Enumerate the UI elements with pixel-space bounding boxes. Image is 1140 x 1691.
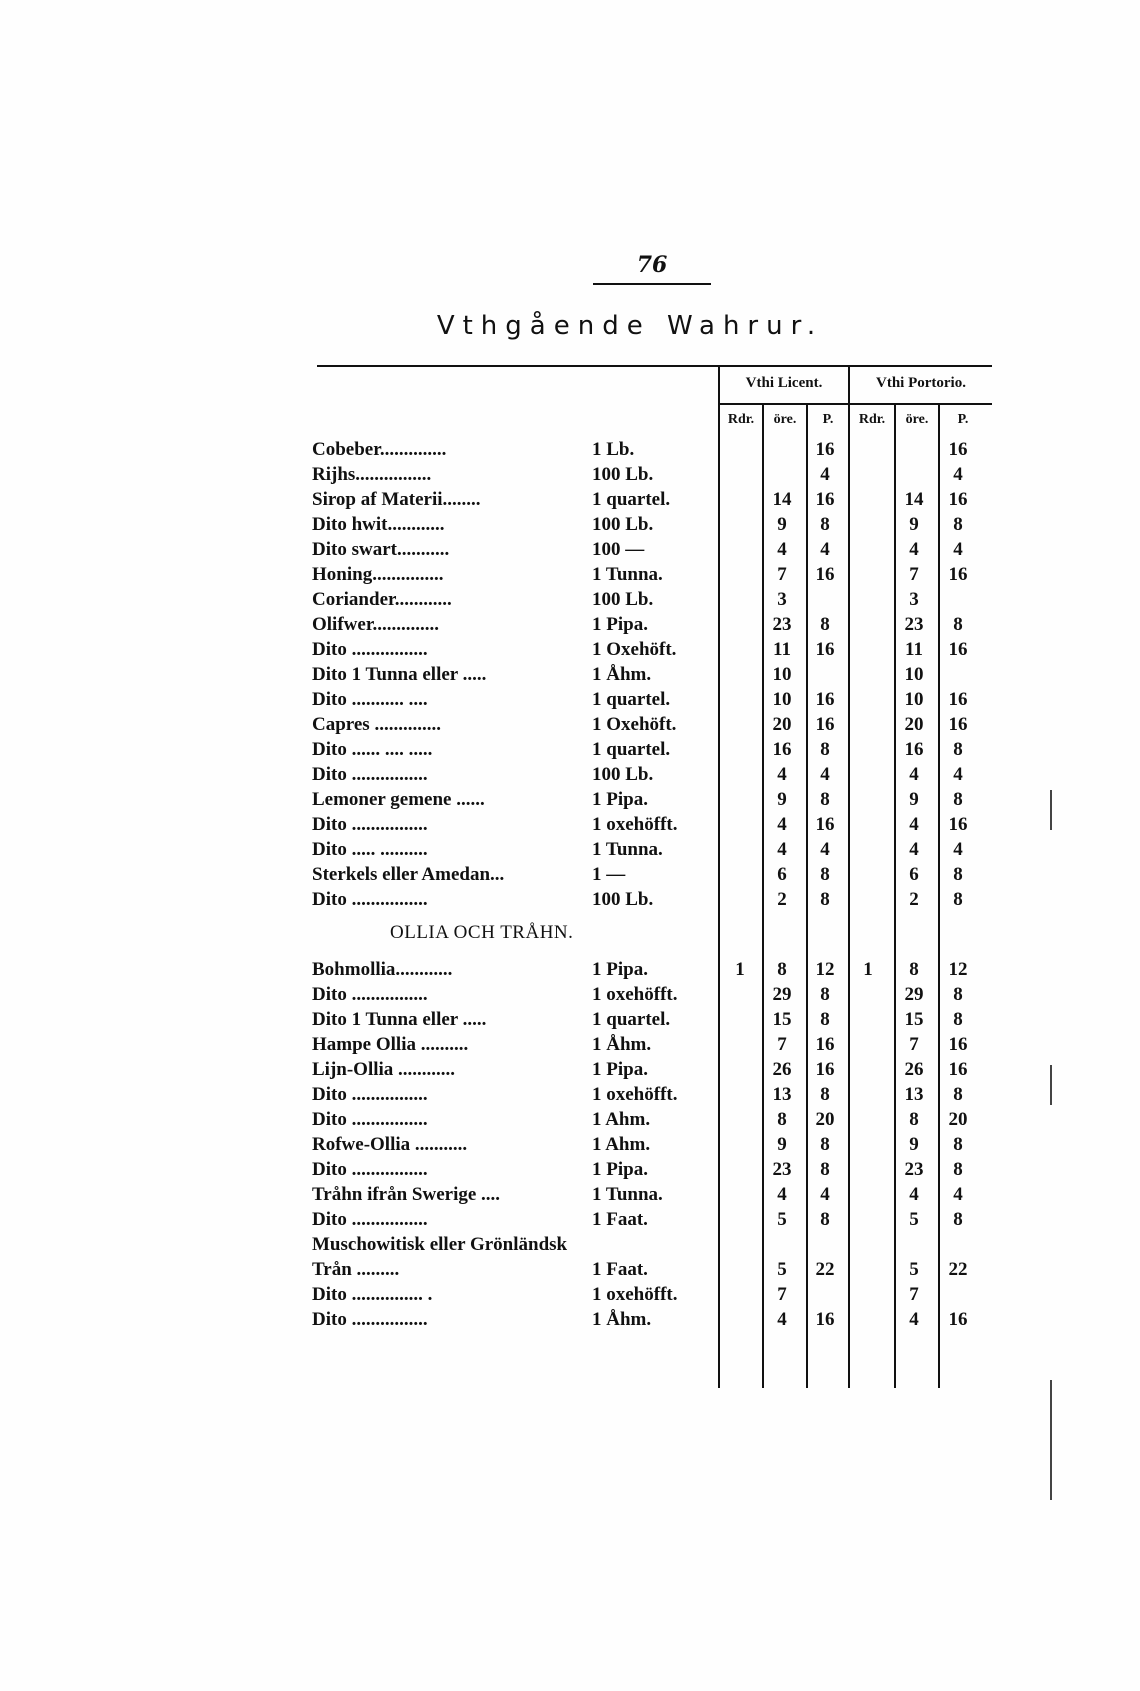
licent-p: 16: [815, 814, 835, 835]
portorio-p: 16: [948, 714, 968, 735]
group-header-portorio: Vthi Portorio.: [876, 375, 966, 391]
licent-p: 8: [820, 1084, 830, 1105]
portorio-ore: 3: [909, 589, 919, 610]
portorio-p: 4: [953, 839, 963, 860]
item-name: Dito swart...........: [312, 539, 450, 560]
portorio-ore: 15: [904, 1009, 924, 1030]
item-quantity: 1 Oxehöft.: [592, 639, 677, 660]
portorio-ore: 4: [909, 1309, 919, 1330]
licent-ore: 7: [777, 1034, 787, 1055]
item-quantity: 1 quartel.: [592, 489, 671, 510]
portorio-p: 8: [953, 1159, 963, 1180]
portorio-p: 8: [953, 864, 963, 885]
item-quantity: 1 Pipa.: [592, 614, 648, 635]
page-number-rule: [593, 283, 711, 285]
portorio-ore: 2: [909, 889, 919, 910]
licent-p: 8: [820, 864, 830, 885]
licent-p: 16: [815, 564, 835, 585]
item-quantity: 1 oxehöfft.: [592, 984, 678, 1005]
item-quantity: 1 Faat.: [592, 1209, 648, 1230]
portorio-p: 8: [953, 984, 963, 1005]
portorio-p: 8: [953, 889, 963, 910]
page-title: Vthgående Wahrur.: [436, 311, 824, 341]
licent-p: 8: [820, 789, 830, 810]
licent-p: 4: [820, 1184, 830, 1205]
item-name: Dito ............... .: [312, 1284, 433, 1305]
portorio-p: 22: [948, 1259, 968, 1280]
group-header-licent: Vthi Licent.: [745, 375, 823, 391]
portorio-ore: 10: [904, 664, 924, 685]
licent-ore: 10: [772, 664, 792, 685]
table-row: [312, 1082, 992, 1107]
item-name: Dito ...... .... .....: [312, 739, 433, 760]
table-top-rule: [317, 365, 992, 367]
licent-ore: 7: [777, 1284, 787, 1305]
item-name: Hampe Ollia ..........: [312, 1034, 469, 1055]
item-name: Dito ................: [312, 1159, 428, 1180]
table-row: [312, 712, 992, 737]
licent-ore: 4: [777, 1309, 787, 1330]
item-quantity: 100 Lb.: [592, 514, 654, 535]
item-name: Sterkels eller Amedan...: [312, 864, 505, 885]
item-name: Muschowitisk eller Grönländsk Trån .........: [312, 1234, 568, 1280]
licent-p: 16: [815, 714, 835, 735]
licent-p: 22: [815, 1259, 835, 1280]
table-row: [312, 487, 992, 512]
portorio-ore: 26: [904, 1059, 924, 1080]
item-name: Cobeber..............: [312, 439, 447, 460]
col-header-ore-licent: öre.: [773, 412, 797, 427]
licent-ore: 9: [777, 789, 787, 810]
licent-p: 8: [820, 984, 830, 1005]
licent-ore: 15: [772, 1009, 792, 1030]
item-quantity: 1 Pipa.: [592, 1059, 648, 1080]
item-name: Lemoner gemene ......: [312, 789, 485, 810]
licent-ore: 26: [772, 1059, 792, 1080]
table-row: [312, 687, 992, 712]
portorio-p: 8: [953, 739, 963, 760]
table-row: [312, 887, 992, 912]
licent-ore: 4: [777, 1184, 787, 1205]
table-row: [312, 512, 992, 537]
portorio-p: 16: [948, 1059, 968, 1080]
table-row: [312, 787, 992, 812]
item-name: Rofwe-Ollia ...........: [312, 1134, 468, 1155]
portorio-p: 16: [948, 489, 968, 510]
portorio-ore: 8: [909, 1109, 919, 1130]
table-row: [312, 1032, 992, 1057]
portorio-ore: 6: [909, 864, 919, 885]
scan-margin-mark: [1050, 790, 1052, 830]
portorio-ore: 4: [909, 814, 919, 835]
licent-p: 4: [820, 839, 830, 860]
licent-p: 8: [820, 1159, 830, 1180]
portorio-p: 4: [953, 464, 963, 485]
item-quantity: 1 Lb.: [592, 439, 635, 460]
table-row: [312, 737, 992, 762]
portorio-p: 8: [953, 1084, 963, 1105]
item-name: Dito ................: [312, 1109, 428, 1130]
licent-ore: 4: [777, 839, 787, 860]
portorio-p: 8: [953, 1009, 963, 1030]
item-quantity: 100 Lb.: [592, 589, 654, 610]
portorio-ore: 8: [909, 959, 919, 980]
licent-p: 8: [820, 739, 830, 760]
table-row: [312, 862, 992, 887]
licent-p: 16: [815, 489, 835, 510]
portorio-p: 8: [953, 1209, 963, 1230]
portorio-ore: 4: [909, 1184, 919, 1205]
item-quantity: 1 quartel.: [592, 689, 671, 710]
portorio-ore: 23: [904, 614, 924, 635]
portorio-ore: 4: [909, 764, 919, 785]
item-quantity: 100 —: [592, 539, 645, 560]
portorio-ore: 9: [909, 789, 919, 810]
portorio-p: 16: [948, 564, 968, 585]
item-quantity: 1 Åhm.: [592, 664, 652, 685]
item-name: Dito ................: [312, 639, 428, 660]
portorio-p: 8: [953, 789, 963, 810]
item-name: Dito ................: [312, 984, 428, 1005]
licent-p: 20: [815, 1109, 835, 1130]
item-name: Tråhn ifrån Swerige ....: [312, 1184, 501, 1205]
licent-p: 8: [820, 1009, 830, 1030]
portorio-p: 12: [948, 959, 968, 980]
table-row: [312, 1007, 992, 1032]
table-row: [312, 437, 992, 462]
licent-ore: 4: [777, 814, 787, 835]
item-name: Dito ................: [312, 889, 428, 910]
licent-p: 8: [820, 1134, 830, 1155]
col-header-p-portorio: P.: [957, 412, 969, 427]
licent-ore: 20: [772, 714, 792, 735]
item-name: Rijhs................: [312, 464, 432, 485]
portorio-p: 16: [948, 639, 968, 660]
item-name: Olifwer..............: [312, 614, 440, 635]
portorio-p: 20: [948, 1109, 968, 1130]
table-row: [312, 1282, 992, 1307]
portorio-p: 8: [953, 614, 963, 635]
table-row: [312, 982, 992, 1007]
item-quantity: 1 oxehöfft.: [592, 1284, 678, 1305]
licent-p: 16: [815, 1309, 835, 1330]
table-row: [312, 537, 992, 562]
table-row: [312, 1207, 992, 1232]
item-name: Dito ................: [312, 1084, 428, 1105]
portorio-ore: 7: [909, 1284, 919, 1305]
portorio-rdr: 1: [863, 959, 873, 980]
licent-ore: 3: [777, 589, 787, 610]
item-quantity: 1 Tunna.: [592, 1184, 663, 1205]
licent-p: 16: [815, 1059, 835, 1080]
item-name: Dito ..... ..........: [312, 839, 428, 860]
portorio-p: 8: [953, 1134, 963, 1155]
item-quantity: 1 Ahm.: [592, 1134, 651, 1155]
table-row: [312, 1132, 992, 1157]
licent-p: 16: [815, 689, 835, 710]
licent-ore: 23: [772, 1159, 792, 1180]
item-quantity: 1 Faat.: [592, 1259, 648, 1280]
item-quantity: 1 —: [592, 864, 626, 885]
licent-p: 4: [820, 539, 830, 560]
portorio-ore: 11: [905, 639, 923, 660]
group-header-rule: [718, 403, 992, 405]
table-row: [312, 587, 992, 612]
portorio-ore: 5: [909, 1259, 919, 1280]
item-quantity: 1 Tunna.: [592, 564, 663, 585]
portorio-ore: 9: [909, 1134, 919, 1155]
licent-ore: 13: [772, 1084, 792, 1105]
licent-ore: 14: [772, 489, 792, 510]
licent-ore: 8: [777, 959, 787, 980]
portorio-p: 16: [948, 1034, 968, 1055]
item-quantity: 1 Tunna.: [592, 839, 663, 860]
item-quantity: 1 Åhm.: [592, 1034, 652, 1055]
table-row: [312, 1232, 992, 1282]
item-name: Dito ................: [312, 1209, 428, 1230]
item-quantity: 1 oxehöfft.: [592, 814, 678, 835]
item-quantity: 100 Lb.: [592, 464, 654, 485]
portorio-ore: 14: [904, 489, 924, 510]
licent-ore: 6: [777, 864, 787, 885]
licent-ore: 9: [777, 514, 787, 535]
item-quantity: 1 Ahm.: [592, 1109, 651, 1130]
item-name: Dito ........... ....: [312, 689, 428, 710]
table-row: [312, 1107, 992, 1132]
portorio-ore: 9: [909, 514, 919, 535]
item-quantity: 100 Lb.: [592, 889, 654, 910]
portorio-ore: 16: [904, 739, 924, 760]
item-quantity: 1 Pipa.: [592, 789, 648, 810]
item-quantity: 1 Pipa.: [592, 959, 648, 980]
portorio-ore: 4: [909, 539, 919, 560]
col-header-p-licent: P.: [822, 412, 834, 427]
item-name: Dito ................: [312, 814, 428, 835]
table-row: [312, 837, 992, 862]
portorio-ore: 5: [909, 1209, 919, 1230]
licent-p: 8: [820, 889, 830, 910]
licent-p: 16: [815, 1034, 835, 1055]
licent-ore: 4: [777, 539, 787, 560]
item-name: Sirop af Materii........: [312, 489, 481, 510]
portorio-ore: 7: [909, 1034, 919, 1055]
licent-p: 8: [820, 614, 830, 635]
table-row: [312, 462, 992, 487]
licent-p: 4: [820, 764, 830, 785]
portorio-p: 4: [953, 1184, 963, 1205]
page-number: 76: [636, 252, 668, 278]
item-name: Bohmollia............: [312, 959, 453, 980]
portorio-ore: 10: [904, 689, 924, 710]
licent-ore: 5: [777, 1209, 787, 1230]
portorio-p: 8: [953, 514, 963, 535]
portorio-ore: 23: [904, 1159, 924, 1180]
col-header-ore-portorio: öre.: [905, 412, 929, 427]
table-row: [312, 957, 992, 982]
item-name: Honing...............: [312, 564, 444, 585]
portorio-ore: 29: [904, 984, 924, 1005]
item-name: Dito ................: [312, 764, 428, 785]
table-row: [312, 612, 992, 637]
item-name: Dito 1 Tunna eller .....: [312, 1009, 487, 1030]
licent-ore: 23: [772, 614, 792, 635]
licent-p: 16: [815, 639, 835, 660]
table-row: [312, 1157, 992, 1182]
portorio-ore: 7: [909, 564, 919, 585]
item-name: Lijn-Ollia ............: [312, 1059, 456, 1080]
table-row: [312, 662, 992, 687]
portorio-p: 16: [948, 1309, 968, 1330]
licent-ore: 5: [777, 1259, 787, 1280]
licent-ore: 16: [772, 739, 792, 760]
col-header-rdr-portorio: Rdr.: [858, 412, 886, 427]
portorio-p: 16: [948, 439, 968, 460]
item-quantity: 1 quartel.: [592, 1009, 671, 1030]
scan-margin-mark: [1050, 1380, 1052, 1500]
portorio-p: 4: [953, 539, 963, 560]
portorio-p: 4: [953, 764, 963, 785]
licent-rdr: 1: [735, 959, 745, 980]
item-quantity: 1 Pipa.: [592, 1159, 648, 1180]
licent-p: 16: [815, 439, 835, 460]
licent-ore: 10: [772, 689, 792, 710]
licent-p: 4: [820, 464, 830, 485]
item-quantity: 1 Oxehöft.: [592, 714, 677, 735]
table-row: [312, 1182, 992, 1207]
licent-ore: 4: [777, 764, 787, 785]
item-quantity: 1 Åhm.: [592, 1309, 652, 1330]
table-row: [312, 1057, 992, 1082]
item-name: Dito ................: [312, 1309, 428, 1330]
item-name: Coriander............: [312, 589, 452, 610]
table-row: [312, 562, 992, 587]
table-row: [312, 762, 992, 787]
item-name: Dito hwit............: [312, 514, 445, 535]
portorio-p: 16: [948, 814, 968, 835]
licent-ore: 8: [777, 1109, 787, 1130]
item-quantity: 1 quartel.: [592, 739, 671, 760]
col-header-rdr-licent: Rdr.: [727, 412, 755, 427]
licent-ore: 9: [777, 1134, 787, 1155]
licent-ore: 7: [777, 564, 787, 585]
item-quantity: 100 Lb.: [592, 764, 654, 785]
item-name: Capres ..............: [312, 714, 441, 735]
licent-ore: 29: [772, 984, 792, 1005]
table-row: [312, 1307, 992, 1332]
scan-margin-mark: [1050, 1065, 1052, 1105]
licent-p: 8: [820, 514, 830, 535]
licent-ore: 11: [773, 639, 791, 660]
item-quantity: 1 oxehöfft.: [592, 1084, 678, 1105]
portorio-ore: 4: [909, 839, 919, 860]
portorio-ore: 13: [904, 1084, 924, 1105]
item-name: Dito 1 Tunna eller .....: [312, 664, 487, 685]
portorio-ore: 20: [904, 714, 924, 735]
portorio-p: 16: [948, 689, 968, 710]
licent-p: 8: [820, 1209, 830, 1230]
table-row: [312, 812, 992, 837]
licent-p: 12: [815, 959, 835, 980]
licent-ore: 2: [777, 889, 787, 910]
table-row: [312, 637, 992, 662]
section-title-oils: OLLIA OCH TRÅHN.: [390, 922, 574, 943]
